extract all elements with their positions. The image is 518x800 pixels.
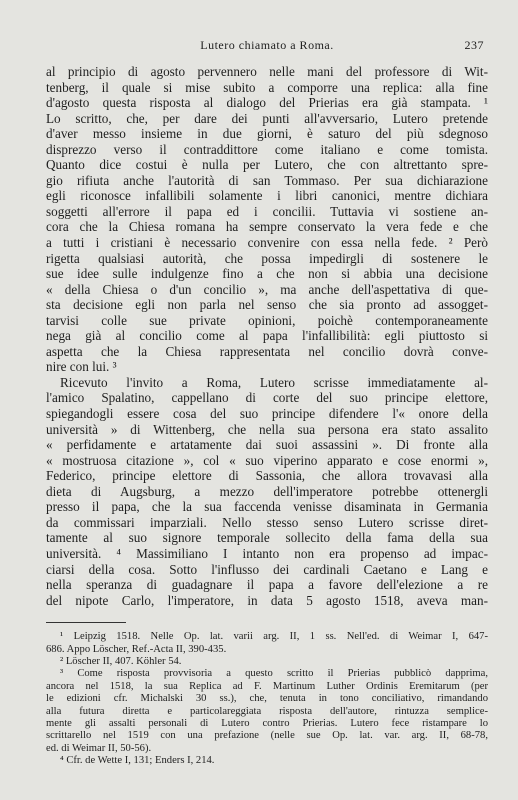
body-line: del nipote Carlo, l'imperatore, in data 5 agosto 1518, aveva man- xyxy=(46,592,488,608)
body-line: al principio di agosto pervennero nelle mani del professore di Wit- xyxy=(46,64,488,79)
body-line: soggetti all'errore il papa ed i concilii. Tuttavia vi sostiene an- xyxy=(46,203,488,219)
body-line: « della Chiesa o d'un concilio », ma anche dell'aspettativa di que- xyxy=(46,281,488,297)
body-line: aspetta che la Chiesa rappresentata nel concilio dovrà conve- xyxy=(46,343,488,359)
body-line: Quanto dice costui è nulla per Lutero, che con altrettanto spre- xyxy=(46,157,488,173)
body-line: l'amico Spalatino, cappellano di corte del suo principe elettore, xyxy=(46,390,488,406)
body-line: « perfidamente e artatamente dai suoi assassini ». Di fronte alla xyxy=(46,437,488,453)
footnote-line: scrittarello nel 1519 con una prefazione (nelle sue Op. lat. var. arg. II, 68-78, xyxy=(46,730,488,742)
body-line: sue idee sulle indulgenze fino a che non si abbia una decisione xyxy=(46,266,488,282)
body-line: dieta di Augsburg, a mezzo dell'imperatore potrebbe ottenergli xyxy=(46,483,488,499)
body-line: presso il papa, che la sua faccenda venisse disaminata in Germania xyxy=(46,499,488,515)
footnotes xyxy=(46,631,488,767)
body-line: università » di Wittenberg, che nella sua persona era stato assalito xyxy=(46,421,488,437)
body-line: Ricevuto l'invito a Roma, Lutero scrisse immediatamente al- xyxy=(60,374,488,390)
body-line: sta decisione egli non parla nel senso che sia pronto ad assogget- xyxy=(46,297,488,313)
body-text xyxy=(46,64,488,608)
body-line: nire con lui. ³ xyxy=(46,359,117,375)
body-line: ciarsi della cosa. Sotto l'influsso dei cardinali Caetano e Lang e xyxy=(46,561,488,577)
footnote-line: ³ Come risposta provvisoria a questo scritto il Prierias pubblicò dapprima, xyxy=(60,668,488,680)
body-line: disprezzo verso il contraddittore come italiano e come tomista. xyxy=(46,141,488,157)
footnote-line: le edizioni cfr. Michalski 30 ss.), che, tenuta in tono conciliativo, rimandando xyxy=(46,693,488,705)
body-line: nella speranza di guadagnare il papa a favore dell'elezione a re xyxy=(46,577,488,593)
body-line: d'agosto questa risposta al dialogo del Prierias era già stampata. ¹ xyxy=(46,95,488,111)
body-line: università. ⁴ Massimiliano I intanto non era propenso ad impac- xyxy=(46,545,488,561)
footnote-line: ed. di Weimar II, 50-56). xyxy=(46,742,152,754)
footnote-divider xyxy=(46,622,126,623)
body-line: tenberg, il quale si mise subito a comporre una replica: alla fine xyxy=(46,79,488,95)
footnote-line: ¹ Leipzig 1518. Nelle Op. lat. varii arg. II, 1 ss. Nell'ed. di Weimar I, 647- xyxy=(60,631,488,643)
body-line: spiegandogli essere cosa del suo principe difendere l'« onore della xyxy=(46,406,488,422)
body-line: gio rifiuta anche l'autorità di san Tommaso. Per sua dichiarazione xyxy=(46,172,488,188)
page-number: 237 xyxy=(464,38,484,52)
footnote-line: ancora nel 1518, la sua Replica ad F. Martinum Luther Ordinis Eremitarum (per xyxy=(46,680,488,692)
body-line: tarvisi colle sue private opinioni, poichè contemporaneamente xyxy=(46,312,488,328)
footnote-line: ² Löscher II, 407. Köhler 54. xyxy=(60,655,182,667)
body-line: egli riconosce infallibili solamente i libri canonici, mentre dichiara xyxy=(46,188,488,204)
footnote-line: ⁴ Cfr. de Wette I, 131; Enders I, 214. xyxy=(60,755,215,767)
body-line: « mostruosa citazione », col « suo viperino apparato e cose enormi », xyxy=(46,452,488,468)
body-line: nega già al concilio come al papa l'infallibilità: egli piuttosto si xyxy=(46,328,488,344)
body-line: Lo scritto, che, per dare dei punti all'avversario, Lutero pretende xyxy=(46,110,488,126)
running-title: Lutero chiamato a Roma. xyxy=(200,38,334,52)
body-line: da commissari imparziali. Nello stesso senso Lutero scrisse diret- xyxy=(46,514,488,530)
footnote-line: alla futura diretta e particolareggiata risposta dell'autore, rintuzza semplice- xyxy=(46,705,488,717)
body-line: cora che la Chiesa romana ha sempre conservato la vera fede e che xyxy=(46,219,488,235)
running-header xyxy=(46,38,488,60)
footnote-line: mente gli assalti personali di Lutero contro Prierias. Lutero fece ristampare lo xyxy=(46,717,488,729)
body-line: d'aver messo insieme in due giorni, è saturo del più sdegnoso xyxy=(46,126,488,142)
body-line: rigetta qualsiasi autorità, che possa impedirgli di sostenere le xyxy=(46,250,488,266)
footnote-line: 686. Appo Löscher, Ref.-Acta II, 390-435. xyxy=(46,643,227,655)
body-line: Federico, principe elettore di Sassonia, che allora trovavasi alla xyxy=(46,468,488,484)
body-line: tamente al suo signore temporale sollecito della fama della sua xyxy=(46,530,488,546)
body-line: a tutti i cristiani è necessario convenire con essa nella fede. ² Però xyxy=(46,235,488,251)
